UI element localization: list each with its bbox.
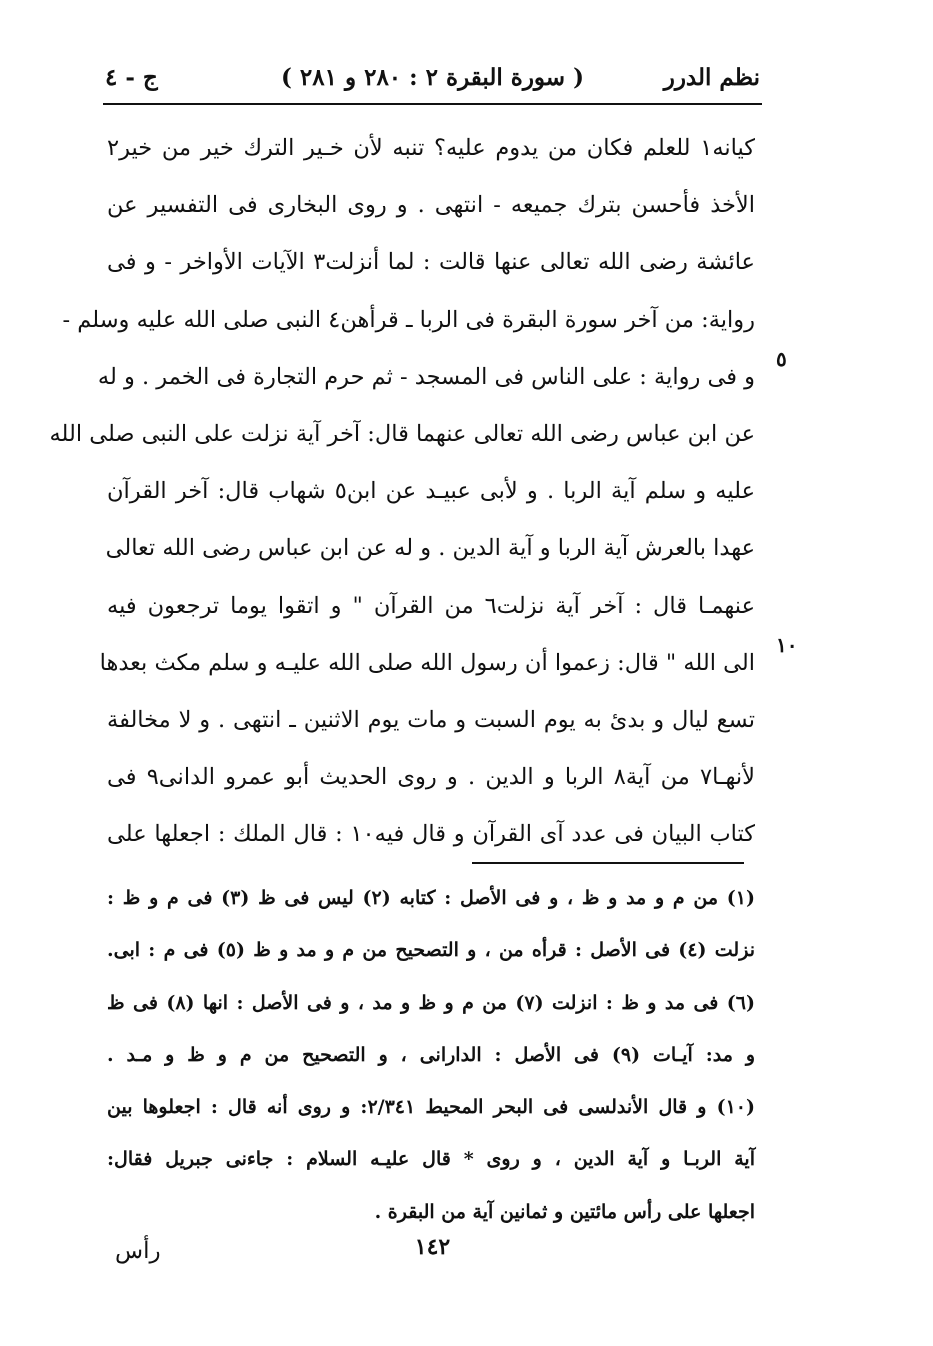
page-number: ١٤٢ — [414, 1234, 451, 1260]
text-line: الأخذ فأحسن بترك جميعه - انتهى . و روى البخارى فى التفسير عن — [107, 192, 755, 219]
text-line: رواية: من آخر سورة البقرة فى الربا ـ قرأهن٤ النبى صلى الله عليه وسلم - — [62, 306, 755, 333]
footnote-line: و مد: آيـات (٩) فى الأصل : الدارانى ، و التصحيح من م و ظ و مـد . — [107, 1043, 755, 1066]
text-line: الى الله " قال: زعموا أن رسول الله صلى الله عليـه و سلم مكث بعدها — [99, 649, 755, 676]
footnote-line: (١٠) و قال الأندلسى فى البحر المحيط ٢/٣٤١: و روى أنه قال : اجعلوها بين — [107, 1096, 755, 1119]
text-line: و فى رواية : على الناس فى المسجد - ثم حرم التجارة فى الخمر . و له — [97, 363, 755, 390]
page-footer — [105, 1232, 760, 1272]
line-number-5: ٥ — [776, 347, 787, 371]
text-line: كيانه١ للعلم فكان من يدوم عليه؟ تنبه لأن خـير الترك خير من خير٢ — [107, 135, 755, 161]
running-header — [105, 58, 760, 102]
text-line: عنهمـا قال : آخر آية نزلت٦ من القرآن " و اتقوا يوما ترجعون فيه — [107, 592, 755, 619]
footnote-rule — [472, 862, 744, 864]
volume-number: ج - ٤ — [105, 64, 158, 91]
text-line: عهدا بالعرش آية الربا و آية الدين . و له عن ابن عباس رضى الله تعالى — [105, 535, 755, 562]
footnote-line: (١) من م و مد و ظ ، و فى الأصل : كتابه (٢) ليس فى ظ (٣) فى م و ظ : — [107, 887, 755, 909]
main-text — [49, 120, 755, 863]
text-line: عن ابن عباس رضى الله تعالى عنهما قال: آخر آية نزلت على النبى صلى الله — [49, 420, 755, 447]
text-line: لأنهـا٧ من آية٨ الربا و الدين . و روى الحديث أبو عمرو الدانى٩ فى — [107, 764, 755, 791]
catchword: رأس — [115, 1238, 161, 1264]
text-line: عائشة رضى الله تعالى عنها قالت : لما أنزلت٣ الآيات الأواخر - و فى — [107, 249, 755, 276]
line-number-10: ١٠ — [776, 633, 798, 657]
footnote-line: آية الربـا و آية الدين ، و روى * قال عليـه السلام : جاءنى جبريل فقال: — [107, 1148, 755, 1171]
footnote-line: (٦) فى مد و ظ : انزلت (٧) من م و ظ و مد ، و فى الأصل : انها (٨) فى ظ — [107, 991, 755, 1014]
footnote-line: اجعلها على رأس مائتين و ثمانين آية من البقرة . — [374, 1200, 755, 1223]
footnotes — [107, 872, 755, 1238]
surah-reference: ( سورة البقرة ٢ : ٢٨٠ و ٢٨١ ) — [281, 64, 584, 91]
footnote-line: نزلت (٤) فى الأصل : قرأه من ، و التصحيح من م و مد و ظ (٥) فى م : ابى. — [107, 939, 755, 962]
header-rule — [103, 103, 762, 105]
text-line: تسع ليال و بدئ به يوم السبت و مات يوم الاثنين ـ انتهى . و لا مخالفة — [107, 706, 755, 733]
book-title: نظم الدرر — [663, 64, 760, 91]
text-line: عليه و سلم آية الربا . و لأبى عبيـد عن ابن٥ شهاب قال: آخر القرآن — [107, 478, 755, 505]
text-line: كتاب البيان فى عدد آى القرآن و قال فيه١٠ : قال الملك : اجعلها على — [107, 821, 755, 848]
